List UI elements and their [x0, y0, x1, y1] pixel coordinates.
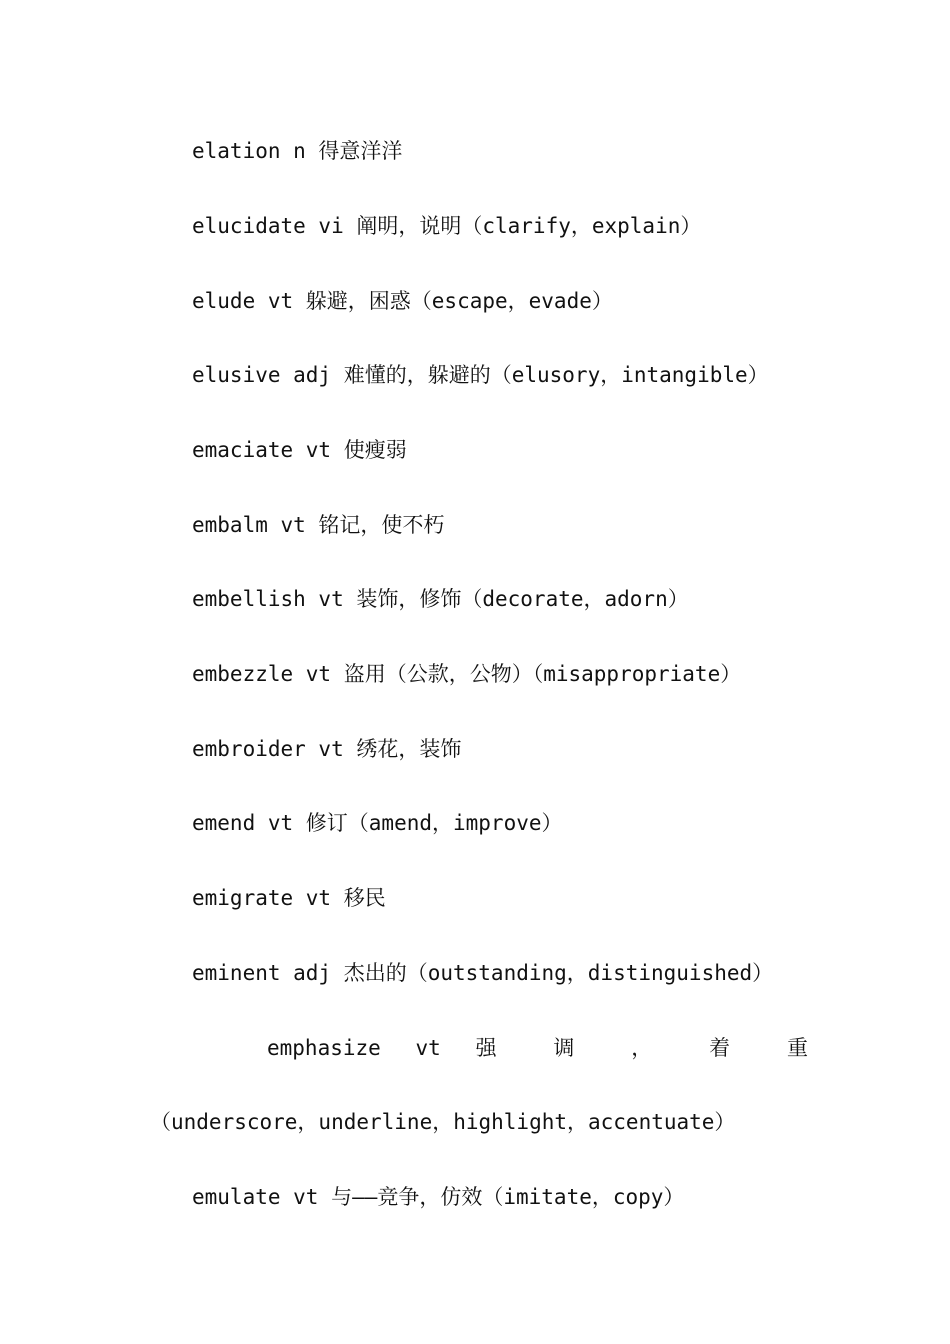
entry-emphasize-synonyms: （underscore，underline，highlight，accentuate） — [150, 1110, 736, 1134]
entry-emend: emend vt 修订（amend，improve） — [192, 811, 563, 835]
entry-emaciate: emaciate vt 使瘦弱 — [192, 438, 407, 462]
entry-elucidate: elucidate vi 阐明，说明（clarify，explain） — [192, 214, 702, 238]
entry-emigrate: emigrate vt 移民 — [192, 886, 386, 910]
entry-embalm: embalm vt 铭记，使不朽 — [192, 513, 445, 537]
entry-elusive: elusive adj 难懂的，躲避的（elusory，intangible） — [192, 363, 769, 387]
entry-embroider: embroider vt 绣花，装饰 — [192, 737, 462, 761]
entry-embezzle: embezzle vt 盗用（公款，公物）（misappropriate） — [192, 662, 742, 686]
entry-emulate: emulate vt 与——竞争，仿效（imitate，copy） — [192, 1185, 685, 1209]
entry-embellish: embellish vt 装饰，修饰（decorate，adorn） — [192, 587, 689, 611]
entry-emphasize: emphasize vt 强 调 ， 着 重 — [267, 1036, 808, 1060]
entry-elude: elude vt 躲避，困惑（escape，evade） — [192, 289, 613, 313]
entry-elation: elation n 得意洋洋 — [192, 139, 403, 163]
entry-eminent: eminent adj 杰出的（outstanding，distinguished） — [192, 961, 774, 985]
